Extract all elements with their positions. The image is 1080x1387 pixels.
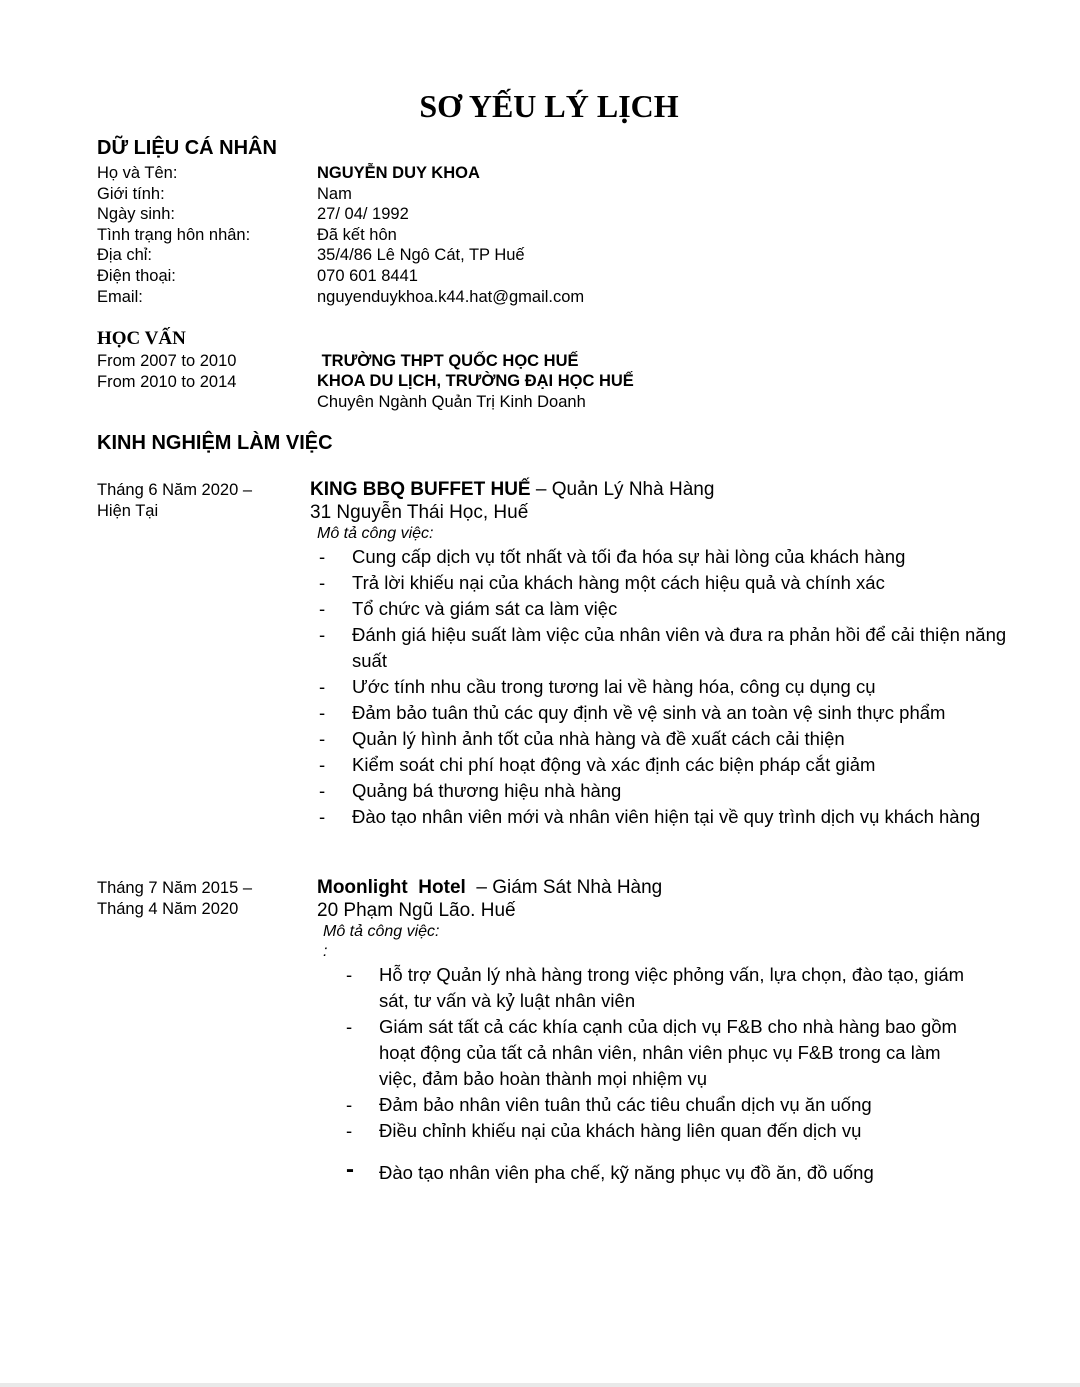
dash-bullet-icon: - xyxy=(319,676,326,697)
education-major: Chuyên Ngành Quản Trị Kinh Doanh xyxy=(317,393,586,411)
dash-bullet-icon: - xyxy=(319,780,326,801)
dash-bullet-icon: - xyxy=(346,1120,353,1141)
dash-bullet-icon: - xyxy=(346,1094,353,1115)
job-2-header xyxy=(317,876,662,899)
field-label-marital: Tình trạng hôn nhân: xyxy=(97,226,251,244)
job-1-duty-list xyxy=(310,544,1010,830)
job-1-header xyxy=(310,478,714,501)
job-2-company: Moonlight Hotel xyxy=(317,877,466,898)
dash-bullet-icon: - xyxy=(319,624,326,645)
job-2-description-label: Mô tả công việc: xyxy=(323,923,440,940)
job-1-address: 31 Nguyễn Thái Học, Huế xyxy=(310,502,529,523)
list-item: - Ước tính nhu cầu trong tương lai về hàng hóa, công cụ dụng cụ xyxy=(310,674,1010,700)
field-label-name: Họ và Tên: xyxy=(97,164,178,182)
list-item: - Đào tạo nhân viên mới và nhân viên hiện tại về quy trình dịch vụ khách hàng xyxy=(310,804,1010,830)
dash-bullet-icon: - xyxy=(319,598,326,619)
job-1-date xyxy=(97,480,297,522)
list-item: - Hỗ trợ Quản lý nhà hàng trong việc phỏng vấn, lựa chọn, đào tạo, giám sát, tư vấn và kỷ luật nhân viên xyxy=(346,964,965,1011)
list-item: - Cung cấp dịch vụ tốt nhất và tối đa hóa sự hài lòng của khách hàng xyxy=(310,544,1010,570)
field-label-gender: Giới tính: xyxy=(97,185,165,203)
personal-data-heading: DỮ LIỆU CÁ NHÂN xyxy=(97,137,277,159)
experience-heading: KINH NGHIỆM LÀM VIỆC xyxy=(97,432,333,454)
field-value-gender: Nam xyxy=(317,185,352,203)
job-2-description-colon: : xyxy=(323,943,328,960)
field-label-email: Email: xyxy=(97,288,143,306)
list-item: - Quản lý hình ảnh tốt của nhà hàng và đề xuất cách cải thiện xyxy=(310,726,1010,752)
dash-bullet-icon: - xyxy=(319,754,326,775)
job-2-date-start: Tháng 7 Năm 2015 – xyxy=(97,879,253,897)
job-2-role: – Giám Sát Nhà Hàng xyxy=(465,877,663,898)
dash-bullet-icon: - xyxy=(346,964,353,985)
field-label-birthdate: Ngày sinh: xyxy=(97,205,175,223)
job-1-role: – Quản Lý Nhà Hàng xyxy=(530,479,715,500)
list-item: - Điều chỉnh khiếu nại của khách hàng liên quan đến dịch vụ xyxy=(337,1118,977,1144)
job-1-company: KING BBQ BUFFET HUẾ xyxy=(310,479,531,500)
job-1-date-end: Hiện Tại xyxy=(97,502,159,520)
list-item: - Đảm bảo tuân thủ các quy định về vệ sinh và an toàn vệ sinh thực phẩm xyxy=(310,700,1010,726)
field-label-address: Địa chỉ: xyxy=(97,246,153,264)
dash-bullet-icon: - xyxy=(319,546,326,567)
dash-bullet-icon: - xyxy=(319,572,326,593)
page-bottom-edge xyxy=(0,1383,1080,1387)
list-item: - Quảng bá thương hiệu nhà hàng xyxy=(310,778,1010,804)
list-item: - Đánh giá hiệu suất làm việc của nhân viên và đưa ra phản hồi để cải thiện năng suất xyxy=(319,624,1007,671)
education-period-1: From 2007 to 2010 xyxy=(97,352,237,370)
list-item: - Đảm bảo nhân viên tuân thủ các tiêu chuẩn dịch vụ ăn uống xyxy=(337,1092,977,1118)
field-value-marital: Đã kết hôn xyxy=(317,226,397,244)
dash-bullet-icon: - xyxy=(346,1016,353,1037)
dash-bullet-icon: - xyxy=(319,806,326,827)
field-value-email: nguyenduykhoa.k44.hat@gmail.com xyxy=(317,288,585,306)
dash-bullet-icon: - xyxy=(319,702,326,723)
job-1-date-start: Tháng 6 Năm 2020 – xyxy=(97,481,253,499)
field-label-phone: Điện thoại: xyxy=(97,267,176,285)
education-school-1: TRƯỜNG THPT QUỐC HỌC HUẾ xyxy=(317,352,579,370)
list-item: - Tổ chức và giám sát ca làm việc xyxy=(310,596,1010,622)
dash-bullet-icon: - xyxy=(319,728,326,749)
list-item: - Kiểm soát chi phí hoạt động và xác định các biện pháp cắt giảm xyxy=(310,752,1010,778)
list-item: - Đào tạo nhân viên pha chế, kỹ năng phục vụ đồ ăn, đồ uống xyxy=(346,1156,874,1183)
field-value-birthdate: 27/ 04/ 1992 xyxy=(317,205,409,223)
education-school-2: KHOA DU LỊCH, TRƯỜNG ĐẠI HỌC HUẾ xyxy=(317,372,634,390)
list-item: - Giám sát tất cả các khía cạnh của dịch vụ F&B cho nhà hàng bao gồm hoạt động của tất cả nhân viên, nhân viên phục vụ F&B trong ca làm việc, đảm bảo hoàn thành mọi nhiệm vụ xyxy=(346,1016,957,1089)
education-period-2: From 2010 to 2014 xyxy=(97,373,237,391)
field-value-address: 35/4/86 Lê Ngô Cát, TP Huế xyxy=(317,246,525,264)
field-value-phone: 070 601 8441 xyxy=(317,267,418,285)
dash-bullet-icon: - xyxy=(346,1156,354,1183)
job-2-date xyxy=(97,878,297,920)
document-title: SƠ YẾU LÝ LỊCH xyxy=(419,88,679,124)
job-1-description-label: Mô tả công việc: xyxy=(317,525,434,542)
job-2-duty-list xyxy=(337,962,977,1186)
job-2-address: 20 Phạm Ngũ Lão. Huế xyxy=(317,900,516,921)
field-value-name: NGUYỄN DUY KHOA xyxy=(317,164,480,182)
list-item: - Trả lời khiếu nại của khách hàng một cách hiệu quả và chính xác xyxy=(310,570,1010,596)
education-heading: HỌC VẤN xyxy=(97,328,186,349)
job-2-date-end: Tháng 4 Năm 2020 xyxy=(97,900,239,918)
